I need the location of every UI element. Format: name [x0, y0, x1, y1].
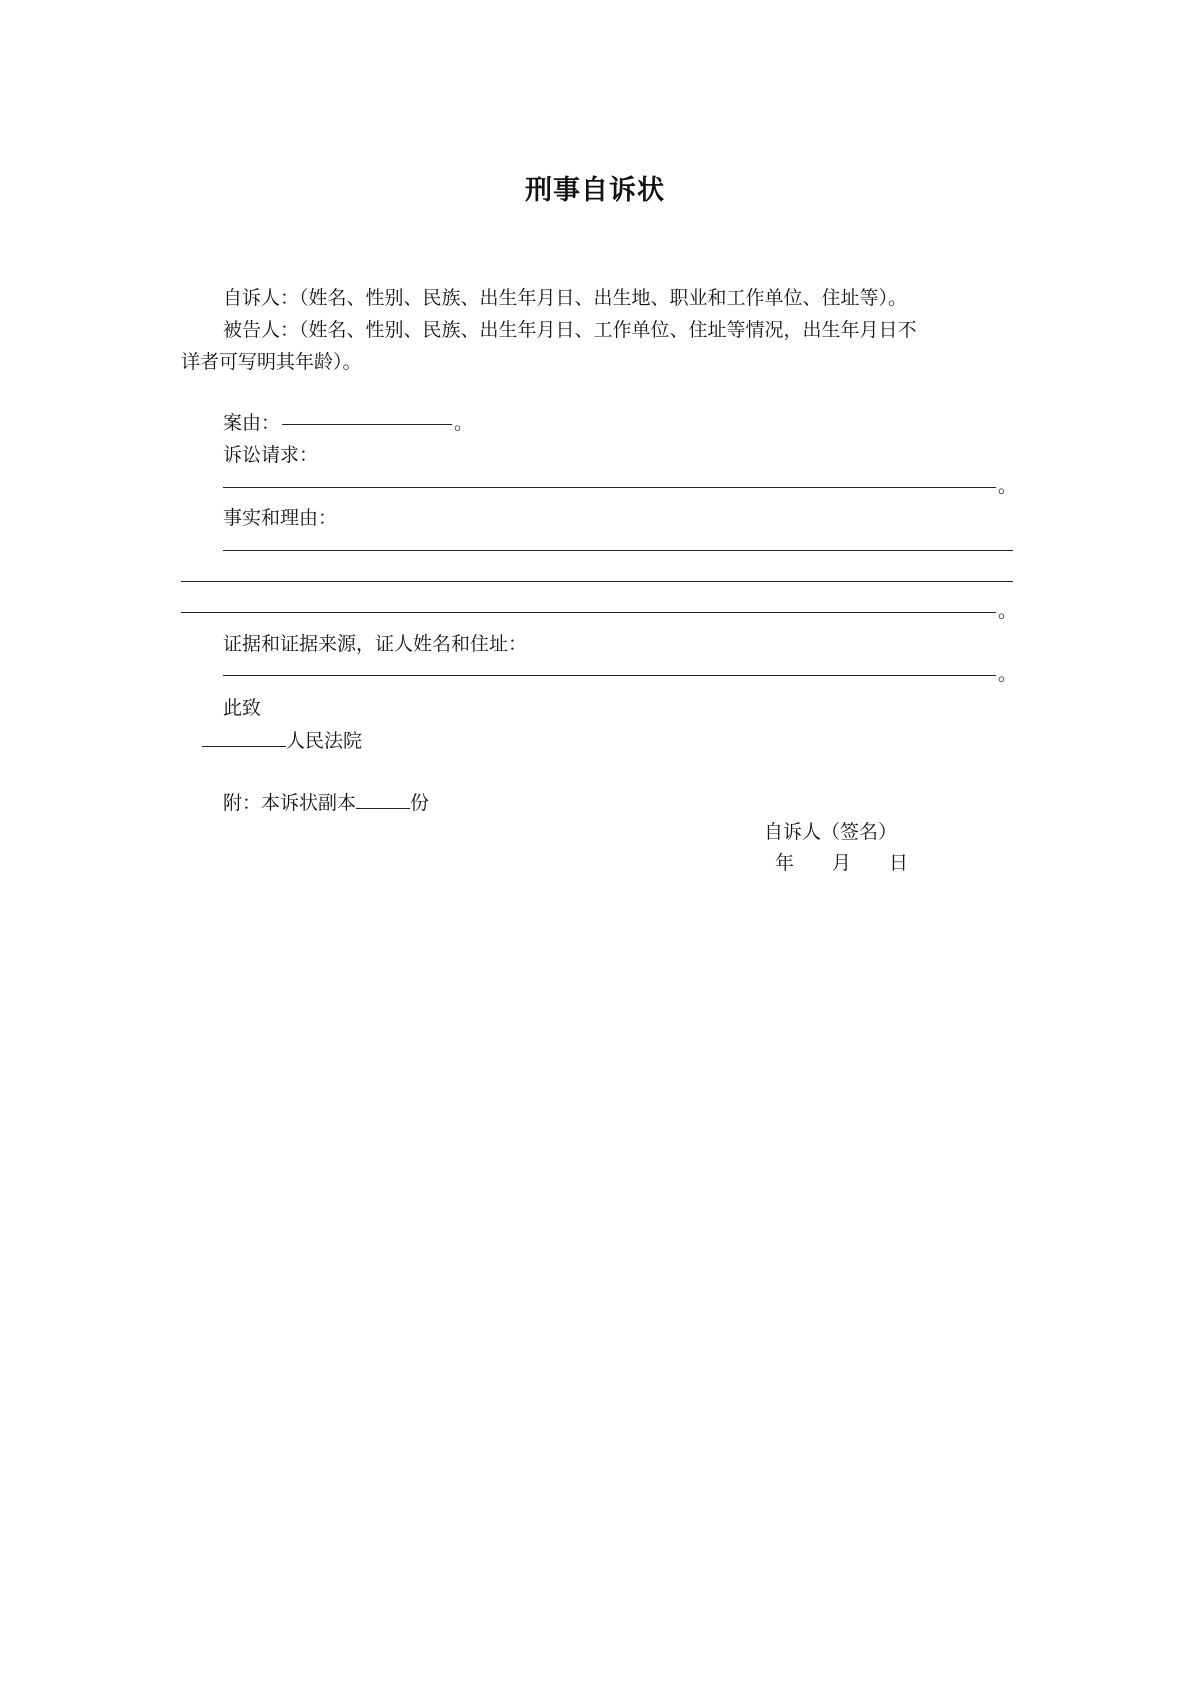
document-title: 刑事自诉状 — [525, 175, 665, 206]
facts-blank-line-2 — [181, 568, 1013, 592]
date-day: 日 — [889, 852, 909, 874]
facts-blank-line-1 — [223, 537, 1013, 561]
attachment-prefix: 附：本诉状副本 — [223, 792, 357, 814]
facts-rule-3 — [181, 612, 996, 613]
facts-period: 。 — [997, 600, 1017, 622]
claims-blank-line — [223, 474, 1017, 498]
evidence-period: 。 — [997, 663, 1017, 685]
cause-line — [223, 411, 473, 435]
attachment-line — [223, 790, 429, 815]
cause-blank — [282, 424, 452, 425]
cause-period: 。 — [454, 412, 474, 434]
defendant-line-2: 详者可写明其年龄）。 — [181, 351, 362, 373]
date-month: 月 — [832, 852, 852, 874]
court-name-blank — [202, 728, 286, 747]
date-year: 年 — [775, 852, 795, 874]
facts-rule-2 — [181, 581, 1013, 582]
signature-line: 自诉人（签名） — [764, 821, 898, 843]
plaintiff-line: 自诉人：（姓名、性别、民族、出生年月日、出生地、职业和工作单位、住址等）。 — [223, 287, 908, 309]
evidence-label: 证据和证据来源，证人姓名和住址： — [223, 633, 528, 655]
attachment-suffix: 份 — [410, 792, 430, 814]
claims-label: 诉讼请求： — [223, 444, 319, 466]
copies-blank — [356, 790, 410, 809]
defendant-line-1: 被告人：（姓名、性别、民族、出生年月日、工作单位、住址等情况，出生年月日不 — [223, 319, 917, 341]
evidence-blank-line — [223, 662, 1017, 686]
claims-rule — [223, 487, 996, 488]
cause-label: 案由： — [223, 412, 281, 434]
facts-blank-line-3 — [181, 599, 1017, 623]
evidence-rule — [223, 675, 996, 676]
closing-line: 此致 — [223, 697, 262, 719]
facts-label: 事实和理由： — [223, 507, 338, 529]
claims-period: 。 — [997, 475, 1017, 497]
date-line — [775, 851, 908, 875]
facts-rule-1 — [223, 550, 1013, 551]
court-suffix: 人民法院 — [286, 730, 363, 752]
court-line — [202, 728, 362, 753]
